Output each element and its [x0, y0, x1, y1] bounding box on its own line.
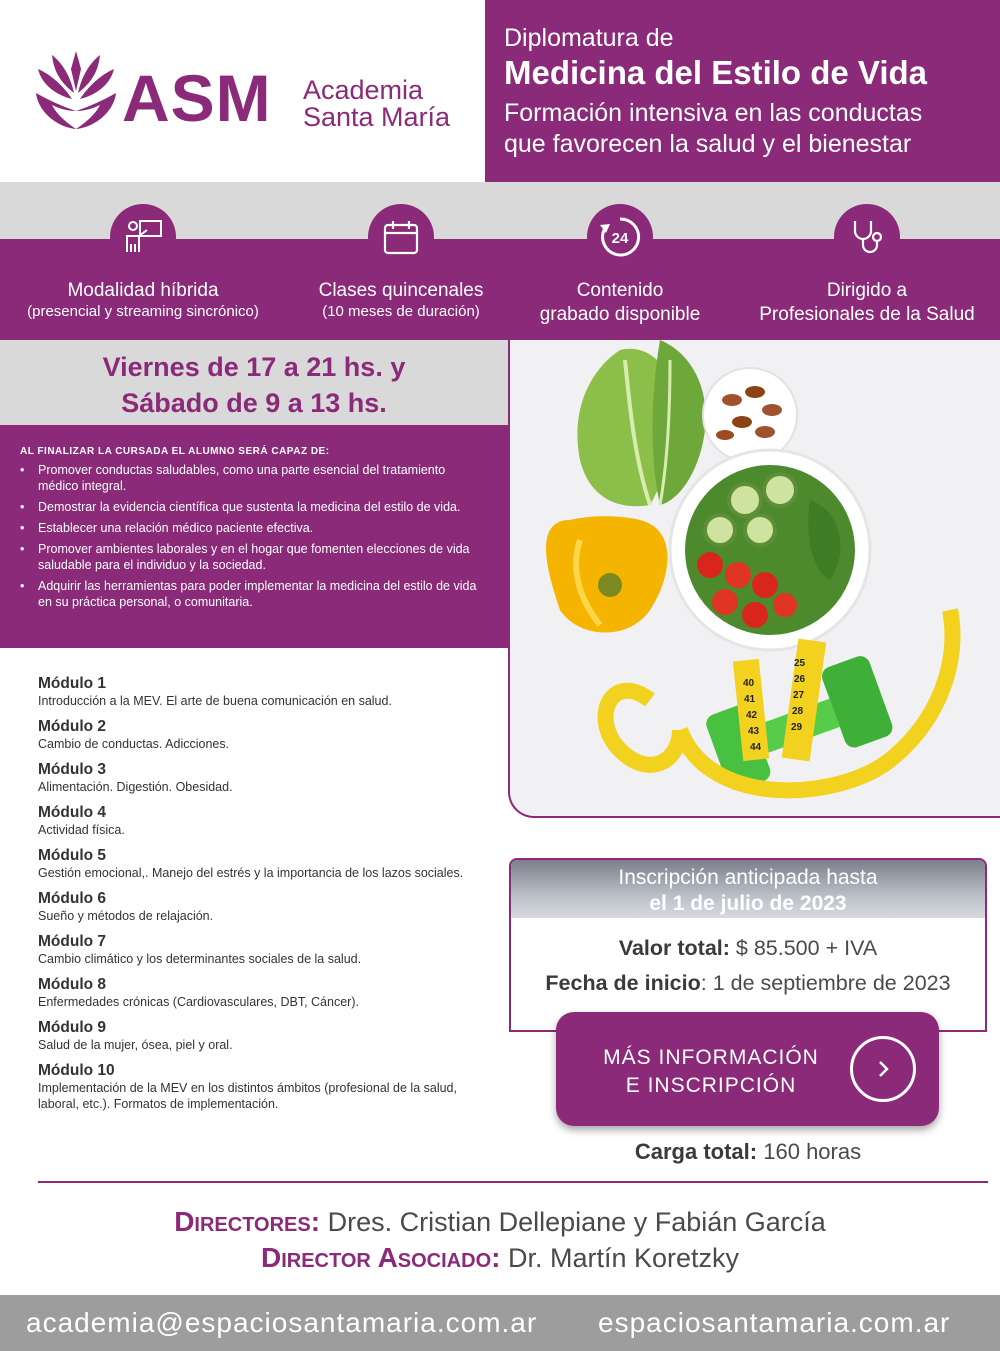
list-item: • Adquirir las herramientas para poder implementar la medicina del estilo de vida en su práctica personal, o comunitaria. — [20, 578, 488, 610]
hours-label: Carga total: — [634, 1139, 758, 1164]
replay-badge: 24 — [611, 230, 629, 247]
logo-area — [0, 0, 485, 182]
lettuce-image — [577, 340, 705, 506]
academy-name — [303, 77, 450, 131]
page-title: Medicina del Estilo de Vida — [504, 54, 928, 91]
directors-names: Dres. Cristian Dellepiane y Fabián García — [327, 1207, 826, 1237]
list-item: • Establecer una relación médico paciente efectiva. — [20, 520, 488, 536]
yellow-pepper-image — [546, 516, 667, 632]
almond-bowl-image — [703, 368, 797, 462]
chevron-right-icon[interactable] — [850, 1036, 916, 1102]
module-title: Módulo 4 — [38, 804, 107, 821]
subtitle-line1: Formación intensiva en las conductas — [504, 99, 923, 127]
feature-audience — [742, 204, 992, 327]
outcomes — [0, 425, 508, 648]
cta-label — [586, 1044, 836, 1100]
enrollment-header-line2: el 1 de julio de 2023 — [649, 892, 847, 915]
list-item: • Promover conductas saludables, como una parte esencial del tratamiento médico integral. — [20, 462, 488, 494]
module-desc: Alimentación. Digestión. Obesidad. — [38, 780, 233, 794]
feature-sub: Profesionales de la Salud — [759, 304, 975, 325]
module-desc: Introducción a la MEV. El arte de buena comunicación en salud. — [38, 694, 392, 708]
module-desc: Salud de la mujer, ósea, piel y oral. — [38, 1038, 233, 1052]
list-item — [38, 846, 488, 881]
total-hours — [509, 1139, 987, 1165]
associate-director-label: Director Asociado: — [260, 1242, 501, 1273]
list-item — [38, 975, 488, 1010]
website-link[interactable]: espaciosantamaria.com.ar — [598, 1307, 951, 1338]
logo-text: ASM — [122, 61, 272, 135]
module-desc: Cambio climático y los determinantes sociales de la salud. — [38, 952, 362, 966]
tape-number: 41 — [744, 694, 756, 705]
start-label: Fecha de inicio — [545, 971, 701, 995]
list-item: • Demostrar la evidencia científica que sustenta la medicina del estilo de vida. — [20, 499, 488, 515]
directors — [0, 1204, 1000, 1276]
list-item — [38, 717, 488, 752]
modules-list — [38, 674, 488, 1120]
price-row — [511, 936, 985, 961]
associate-director-name: Dr. Martín Koretzky — [507, 1243, 740, 1273]
tape-number: 25 — [794, 658, 806, 669]
module-desc: Actividad física. — [38, 823, 125, 837]
tape-number: 29 — [791, 722, 803, 733]
list-item: • Promover ambientes laborales y en el hogar que fomenten elecciones de vida saludable para el individuo y la sociedad. — [20, 541, 488, 573]
calendar-icon — [368, 204, 434, 270]
replay-24-icon — [587, 204, 653, 270]
list-item — [38, 760, 488, 795]
feature-classes — [276, 204, 526, 320]
tape-number: 28 — [792, 706, 804, 717]
title-box — [485, 0, 1000, 182]
divider — [38, 1181, 988, 1183]
module-title: Módulo 8 — [38, 976, 107, 993]
stethoscope-icon — [834, 204, 900, 270]
module-desc: Enfermedades crónicas (Cardiovasculares, DBT, Cáncer). — [38, 995, 359, 1009]
hours-value: 160 horas — [763, 1139, 862, 1164]
module-title: Módulo 10 — [38, 1062, 115, 1079]
list-item — [38, 932, 488, 967]
module-title: Módulo 3 — [38, 761, 107, 778]
feature-title: Modalidad híbrida — [67, 280, 219, 301]
salad-bowl-image — [670, 450, 870, 650]
feature-hybrid — [18, 204, 268, 320]
list-item — [38, 674, 488, 709]
module-title: Módulo 9 — [38, 1019, 107, 1036]
footer — [0, 1295, 1000, 1351]
price-value: $ 85.500 + IVA — [735, 936, 878, 960]
presentation-icon — [110, 204, 176, 270]
feature-sub: (10 meses de duración) — [322, 303, 480, 320]
header-pretitle: Diplomatura de — [504, 24, 674, 52]
tape-number: 26 — [794, 674, 806, 685]
associate-director-row — [0, 1240, 1000, 1276]
outcomes-heading: AL FINALIZAR LA CURSADA EL ALUMNO SERÁ CAPAZ DE: — [20, 446, 330, 457]
start-value: : 1 de septiembre de 2023 — [700, 971, 951, 995]
schedule — [0, 340, 508, 425]
feature-sub: grabado disponible — [539, 304, 701, 325]
directors-row — [0, 1204, 1000, 1240]
outcomes-list — [20, 462, 488, 610]
tape-number: 42 — [746, 710, 758, 721]
module-title: Módulo 6 — [38, 890, 107, 907]
list-item — [38, 803, 488, 838]
healthy-food-photo — [508, 340, 1000, 818]
email-link[interactable]: academia@espaciosantamaria.com.ar — [26, 1307, 538, 1338]
enrollment-box — [509, 858, 987, 1032]
module-title: Módulo 1 — [38, 675, 107, 692]
directors-label: Directores: — [174, 1206, 321, 1237]
tape-number: 40 — [743, 678, 755, 689]
subtitle-line2: que favorecen la salud y el bienestar — [504, 130, 912, 158]
cta-line2: E INSCRIPCIÓN — [625, 1074, 797, 1097]
academy-name-line2: Santa María — [303, 102, 451, 132]
header — [0, 0, 1000, 182]
food-illustration — [510, 340, 1000, 818]
module-desc: Gestión emocional,. Manejo del estrés y la importancia de los lazos sociales. — [38, 866, 464, 880]
module-desc: Cambio de conductas. Adicciones. — [38, 737, 230, 751]
schedule-line1: Viernes de 17 a 21 hs. y — [102, 352, 406, 382]
list-item — [38, 1018, 488, 1053]
schedule-line2: Sábado de 9 a 13 hs. — [121, 388, 387, 418]
module-title: Módulo 2 — [38, 718, 107, 735]
more-info-button[interactable] — [556, 1012, 939, 1126]
feature-title: Dirigido a — [826, 280, 908, 301]
module-title: Módulo 7 — [38, 933, 107, 950]
feature-sub: (presencial y streaming sincrónico) — [27, 303, 259, 320]
cta-line1: MÁS INFORMACIÓN — [603, 1046, 819, 1069]
module-desc: Implementación de la MEV en los distintos ámbitos (profesional de la salud, laboral, etc.). Formatos de implementación. — [38, 1081, 457, 1111]
enrollment-header-line1: Inscripción anticipada hasta — [618, 866, 878, 889]
tape-number: 44 — [750, 742, 762, 753]
feature-recorded — [495, 204, 745, 327]
academy-name-line1: Academia — [303, 75, 424, 105]
enrollment-header — [511, 860, 985, 918]
open-book-hands-icon — [34, 45, 118, 131]
start-row — [511, 971, 985, 996]
list-item — [38, 1061, 488, 1112]
tape-number: 27 — [793, 690, 805, 701]
tape-number: 43 — [748, 726, 760, 737]
module-desc: Sueño y métodos de relajación. — [38, 909, 214, 923]
feature-title: Contenido — [576, 280, 664, 301]
list-item — [38, 889, 488, 924]
feature-title: Clases quincenales — [318, 280, 484, 301]
module-title: Módulo 5 — [38, 847, 107, 864]
price-label: Valor total: — [618, 936, 730, 960]
header-subtitle — [504, 98, 1000, 160]
